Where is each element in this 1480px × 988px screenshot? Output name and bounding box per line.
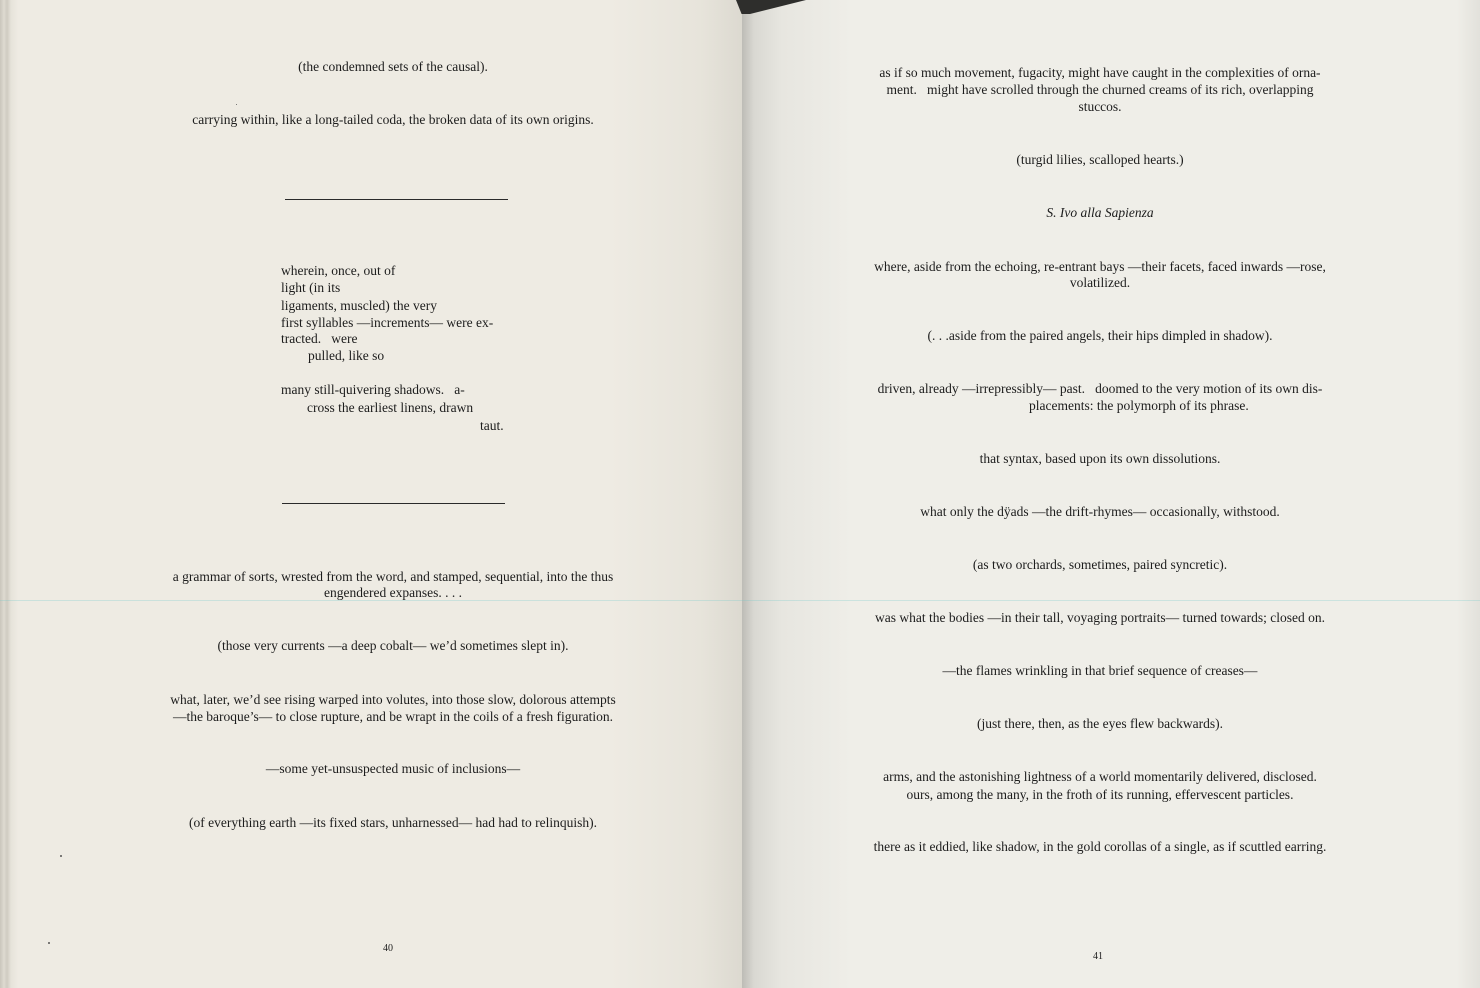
- stanza-line: light (in its: [281, 280, 341, 295]
- right-line: (. . .aside from the paired angels, their hips dimpled in shadow).: [927, 328, 1273, 343]
- section-rule: [282, 503, 505, 504]
- right-line: as if so much movement, fugacity, might have caught in the complexities of orna-: [879, 65, 1321, 80]
- paper-speck: [48, 942, 50, 944]
- right-line: that syntax, based upon its own dissolutions.: [979, 451, 1221, 466]
- right-line: (as two orchards, sometimes, paired syncretic).: [972, 557, 1228, 572]
- right-line: (just there, then, as the eyes flew backwards).: [977, 716, 1223, 731]
- left-closing-line: (those very currents —a deep cobalt— we’d sometimes slept in).: [217, 638, 569, 653]
- stanza-line: wherein, once, out of: [281, 263, 396, 278]
- stanza-line: ligaments, muscled) the very: [281, 298, 437, 313]
- page-number-right: 41: [1093, 951, 1103, 962]
- stanza-line: many still-quivering shadows. a-: [281, 382, 465, 397]
- right-line: volatilized.: [1069, 275, 1131, 290]
- right-line: (turgid lilies, scalloped hearts.): [1016, 152, 1184, 167]
- right-line: arms, and the astonishing lightness of a world momentarily delivered, disclosed.: [883, 769, 1317, 784]
- right-line: —the flames wrinkling in that brief sequence of creases—: [942, 663, 1258, 678]
- left-closing-line: (of everything earth —its fixed stars, unharnessed— had had to relinquish).: [189, 815, 597, 830]
- right-line: ours, among the many, in the froth of its running, effervescent particles.: [906, 787, 1294, 802]
- right-line: ment. might have scrolled through the churned creams of its rich, overlapping: [886, 82, 1314, 97]
- left-closing-line: —some yet-unsuspected music of inclusions—: [265, 761, 521, 776]
- right-line: was what the bodies —in their tall, voyaging portraits— turned towards; closed on.: [875, 610, 1325, 625]
- left-closing-line: —the baroque’s— to close rupture, and be wrapt in the coils of a fresh figuration.: [172, 709, 614, 724]
- right-line: what only the dÿads —the drift-rhymes— occasionally, withstood.: [920, 504, 1280, 519]
- section-rule: [285, 199, 508, 200]
- left-closing-line: what, later, we’d see rising warped into volutes, into those slow, dolorous attempts: [170, 692, 616, 707]
- section-title: S. Ivo alla Sapienza: [1046, 205, 1154, 220]
- right-line: where, aside from the echoing, re-entrant bays —their facets, faced inwards —rose,: [874, 259, 1326, 274]
- left-opening-line: (the condemned sets of the causal).: [298, 59, 488, 74]
- stanza-line: pulled, like so: [308, 348, 385, 363]
- right-line: placements: the polymorph of its phrase.: [1029, 398, 1249, 413]
- stanza-line: taut.: [480, 418, 504, 433]
- paper-speck: [60, 855, 62, 857]
- left-closing-line: a grammar of sorts, wrested from the word, and stamped, sequential, into the thus: [172, 569, 614, 584]
- right-line: driven, already —irrepressibly— past. doomed to the very motion of its own dis-: [877, 381, 1323, 396]
- stanza-line: first syllables —increments— were ex-: [281, 315, 494, 330]
- left-closing-line: engendered expanses. . . .: [324, 585, 462, 600]
- left-opening-line: carrying within, like a long-tailed coda, the broken data of its own origins.: [192, 112, 594, 127]
- stanza-line: cross the earliest linens, drawn: [307, 400, 474, 415]
- right-line: stuccos.: [1078, 99, 1122, 114]
- page-number-left: 40: [383, 943, 393, 954]
- paper-speck: [236, 104, 237, 105]
- stanza-line: tracted. were: [281, 331, 358, 346]
- right-line: there as it eddied, like shadow, in the gold corollas of a single, as if scuttled earring.: [873, 839, 1327, 854]
